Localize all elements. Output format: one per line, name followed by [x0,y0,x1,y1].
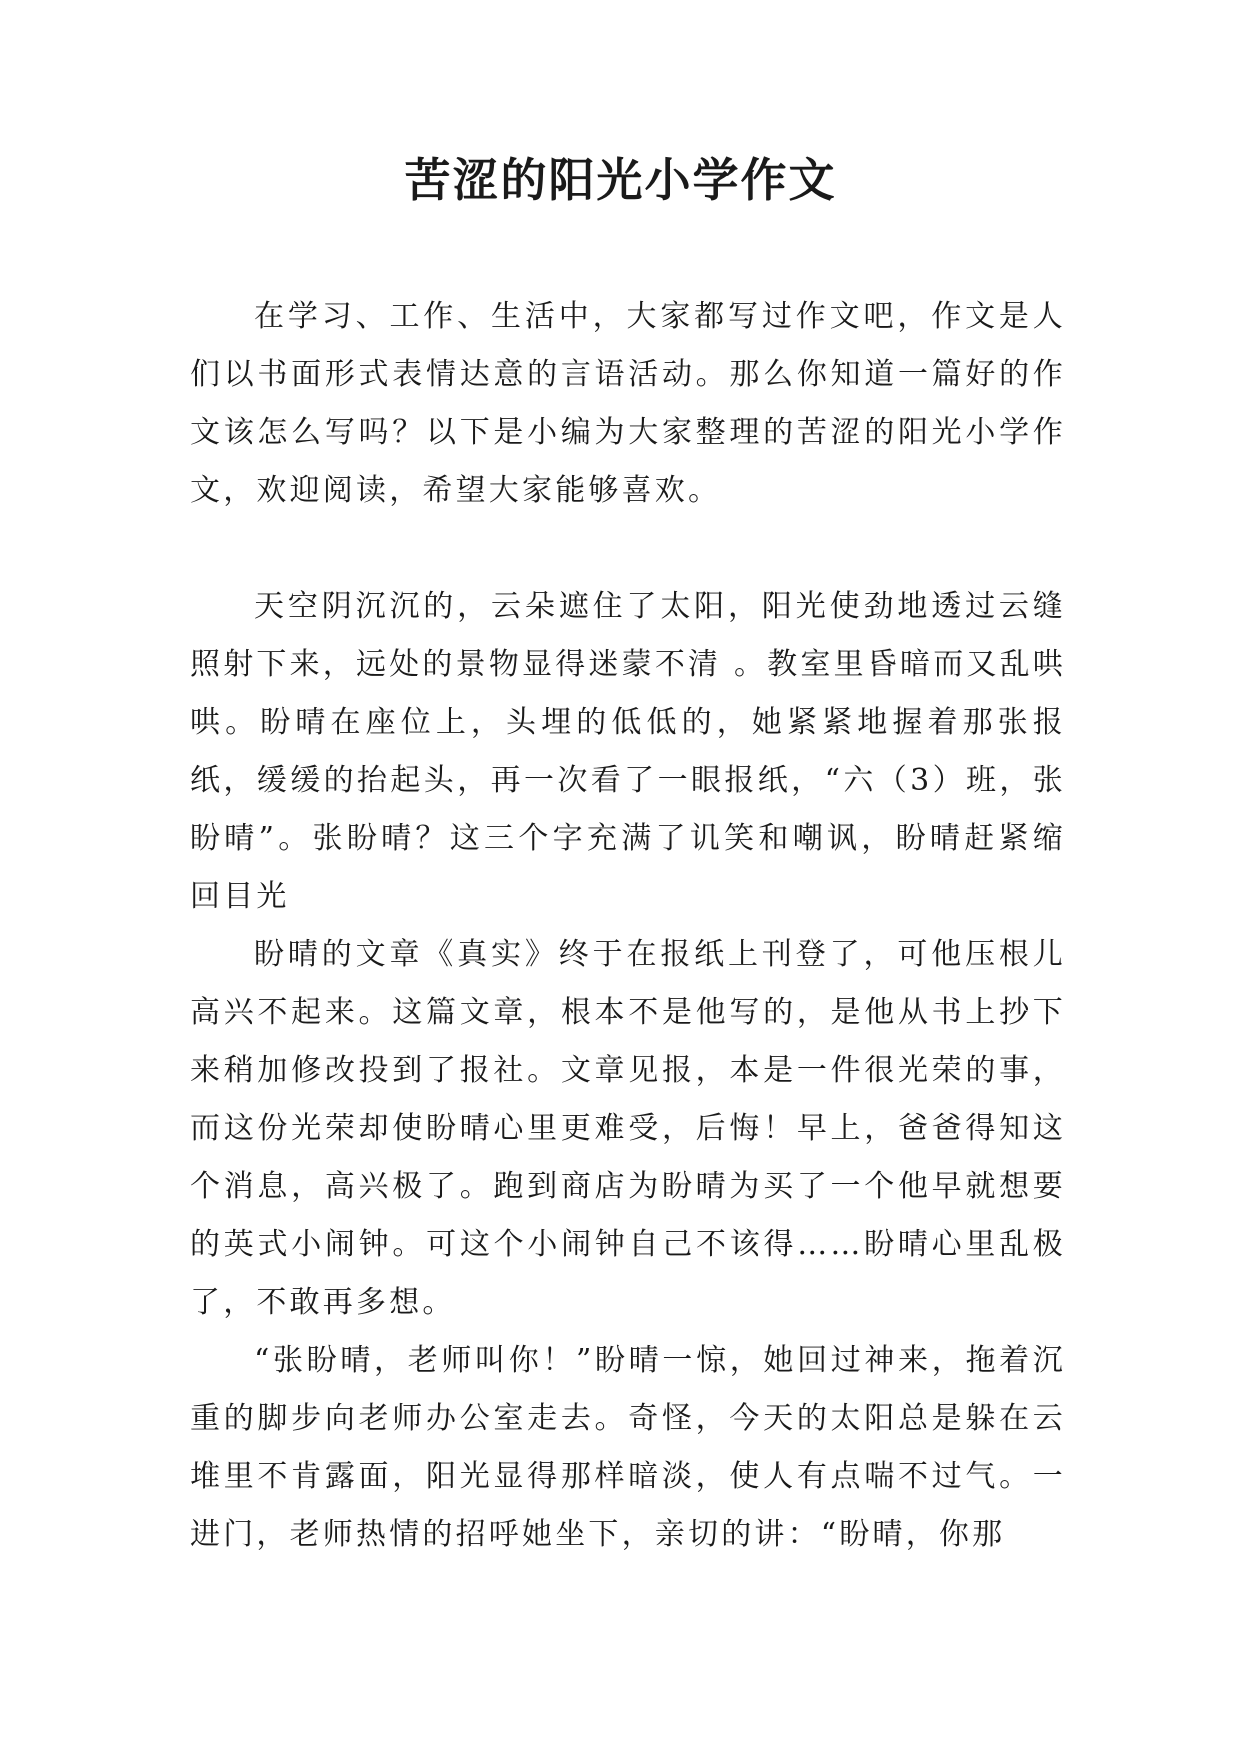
story-paragraph-3: “张盼晴，老师叫你！”盼晴一惊，她回过神来，拖着沉重的脚步向老师办公室走去。奇怪，今天的太阳总是躲在云堆里不肯露面，阳光显得那样暗淡，使人有点喘不过气。一进门，老师热情的招呼她坐下，亲切的讲：“盼晴，你那 [190,1343,1066,1552]
document-body [190,288,1066,1564]
document-title: 苦涩的阳光小学作文 [404,153,837,207]
story-paragraph-1: 天空阴沉沉的，云朵遮住了太阳，阳光使劲地透过云缝照射下来，远处的景物显得迷蒙不清 。教室里昏暗而又乱哄哄。盼晴在座位上，头埋的低低的，她紧紧地握着那张报纸，缓缓的抬起头，再一次看了一眼报纸，“六（3）班，张盼晴”。张盼晴？这三个字充满了讥笑和嘲讽，盼晴赶紧缩回目光 [190,589,1066,914]
story-paragraph-2: 盼晴的文章《真实》终于在报纸上刊登了，可他压根儿高兴不起来。这篇文章，根本不是他写的，是他从书上抄下来稍加修改投到了报社。文章见报，本是一件很光荣的事，而这份光荣却使盼晴心里更难受，后悔！早上，爸爸得知这个消息，高兴极了。跑到商店为盼晴为买了一个他早就想要的英式小闹钟。可这个小闹钟自己不该得……盼晴心里乱极了，不敢再多想。 [190,937,1066,1320]
intro-paragraph: 在学习、工作、生活中，大家都写过作文吧，作文是人们以书面形式表情达意的言语活动。那么你知道一篇好的作文该怎么写吗？以下是小编为大家整理的苦涩的阳光小学作文，欢迎阅读，希望大家能够喜欢。 [190,299,1066,508]
